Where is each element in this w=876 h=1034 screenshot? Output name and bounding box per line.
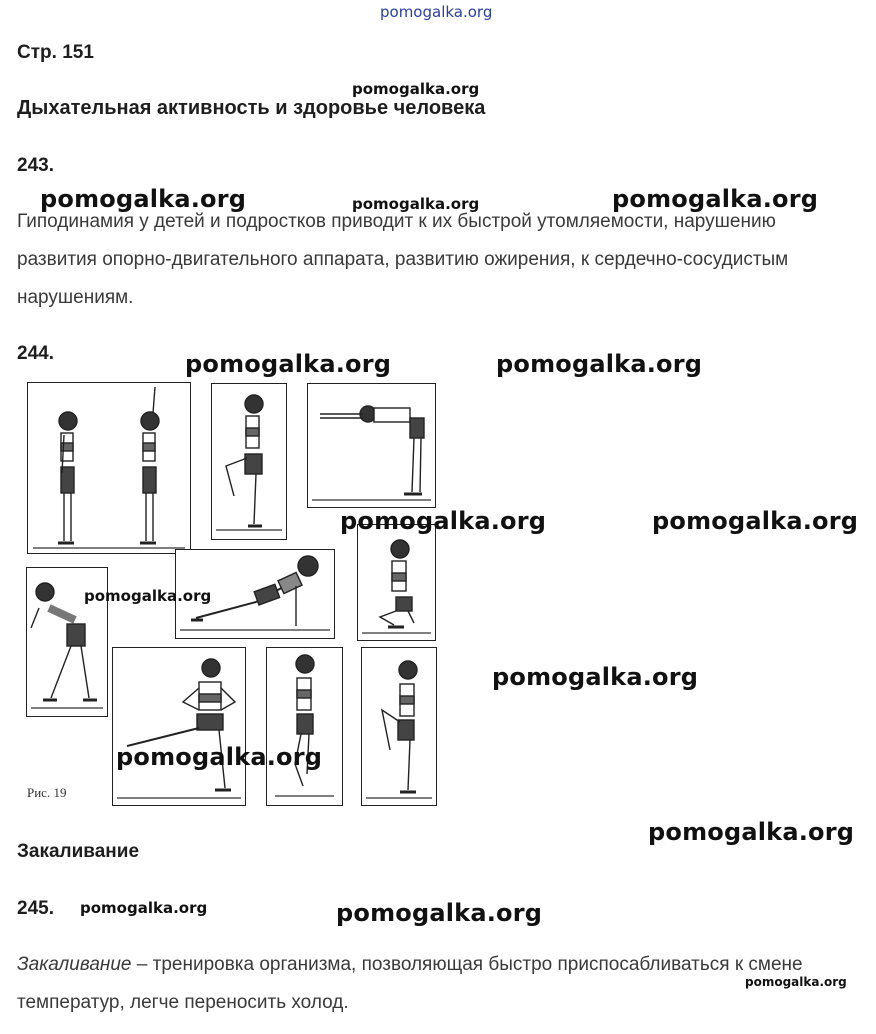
section-title: Закаливание [17, 841, 140, 862]
exercise-panel-side-lunge [112, 647, 246, 806]
task-number-243: 243. [17, 155, 54, 176]
figure-caption: Рис. 19 [27, 785, 67, 800]
knee-raise-figure-icon [212, 384, 286, 539]
watermark: pomogalka.org [496, 350, 703, 378]
exercise-panel-standing [27, 382, 191, 554]
watermark: pomogalka.org [612, 185, 819, 213]
watermark: pomogalka.org [492, 663, 699, 691]
exercise-panel-knee-lift [361, 647, 437, 806]
watermark: pomogalka.org [648, 818, 855, 846]
watermark: pomogalka.org [352, 80, 480, 98]
exercise-panel-knee-raise [211, 383, 287, 540]
topic-title: Дыхательная активность и здоровье человека [17, 97, 486, 119]
term-definition: – тренировка организма, позволяющая быстро приспосабливаться к смене температур, легче переносить холод. [17, 954, 803, 1013]
watermark: pomogalka.org [80, 899, 208, 917]
watermark: pomogalka.org [336, 899, 543, 927]
term-hardening: Закаливание [17, 954, 132, 975]
watermark-top: pomogalka.org [380, 3, 493, 21]
watermark: pomogalka.org [340, 507, 547, 535]
page-label: Стр. 151 [17, 42, 94, 63]
task-243-answer: Гиподинамия у детей и подростков приводит к их быстрой утомляемости, нарушению развития опорно-двигательного аппарата, развитию ожирения, к сердечно-сосудистым нарушениям. [17, 211, 789, 308]
task-number-245: 245. [17, 898, 54, 919]
squat-figure-icon [358, 525, 435, 640]
watermark: pomogalka.org [352, 195, 480, 213]
side-lunge-figure-icon [113, 648, 245, 805]
watermark: pomogalka.org [116, 743, 323, 771]
watermark: pomogalka.org [745, 975, 847, 989]
standing-figures-icon [28, 383, 190, 553]
watermark: pomogalka.org [652, 507, 859, 535]
exercise-panel-side-step [266, 647, 343, 806]
watermark: pomogalka.org [40, 185, 247, 213]
task-number-244: 244. [17, 343, 54, 364]
exercise-panel-squat [357, 524, 436, 641]
knee-lift-figure-icon [362, 648, 436, 805]
watermark: pomogalka.org [185, 350, 392, 378]
task-245-answer [17, 946, 867, 1022]
exercise-panel-forward-bend [307, 383, 436, 508]
forward-bend-figure-icon [308, 384, 435, 507]
side-step-figure-icon [267, 648, 342, 805]
watermark: pomogalka.org [84, 587, 212, 605]
